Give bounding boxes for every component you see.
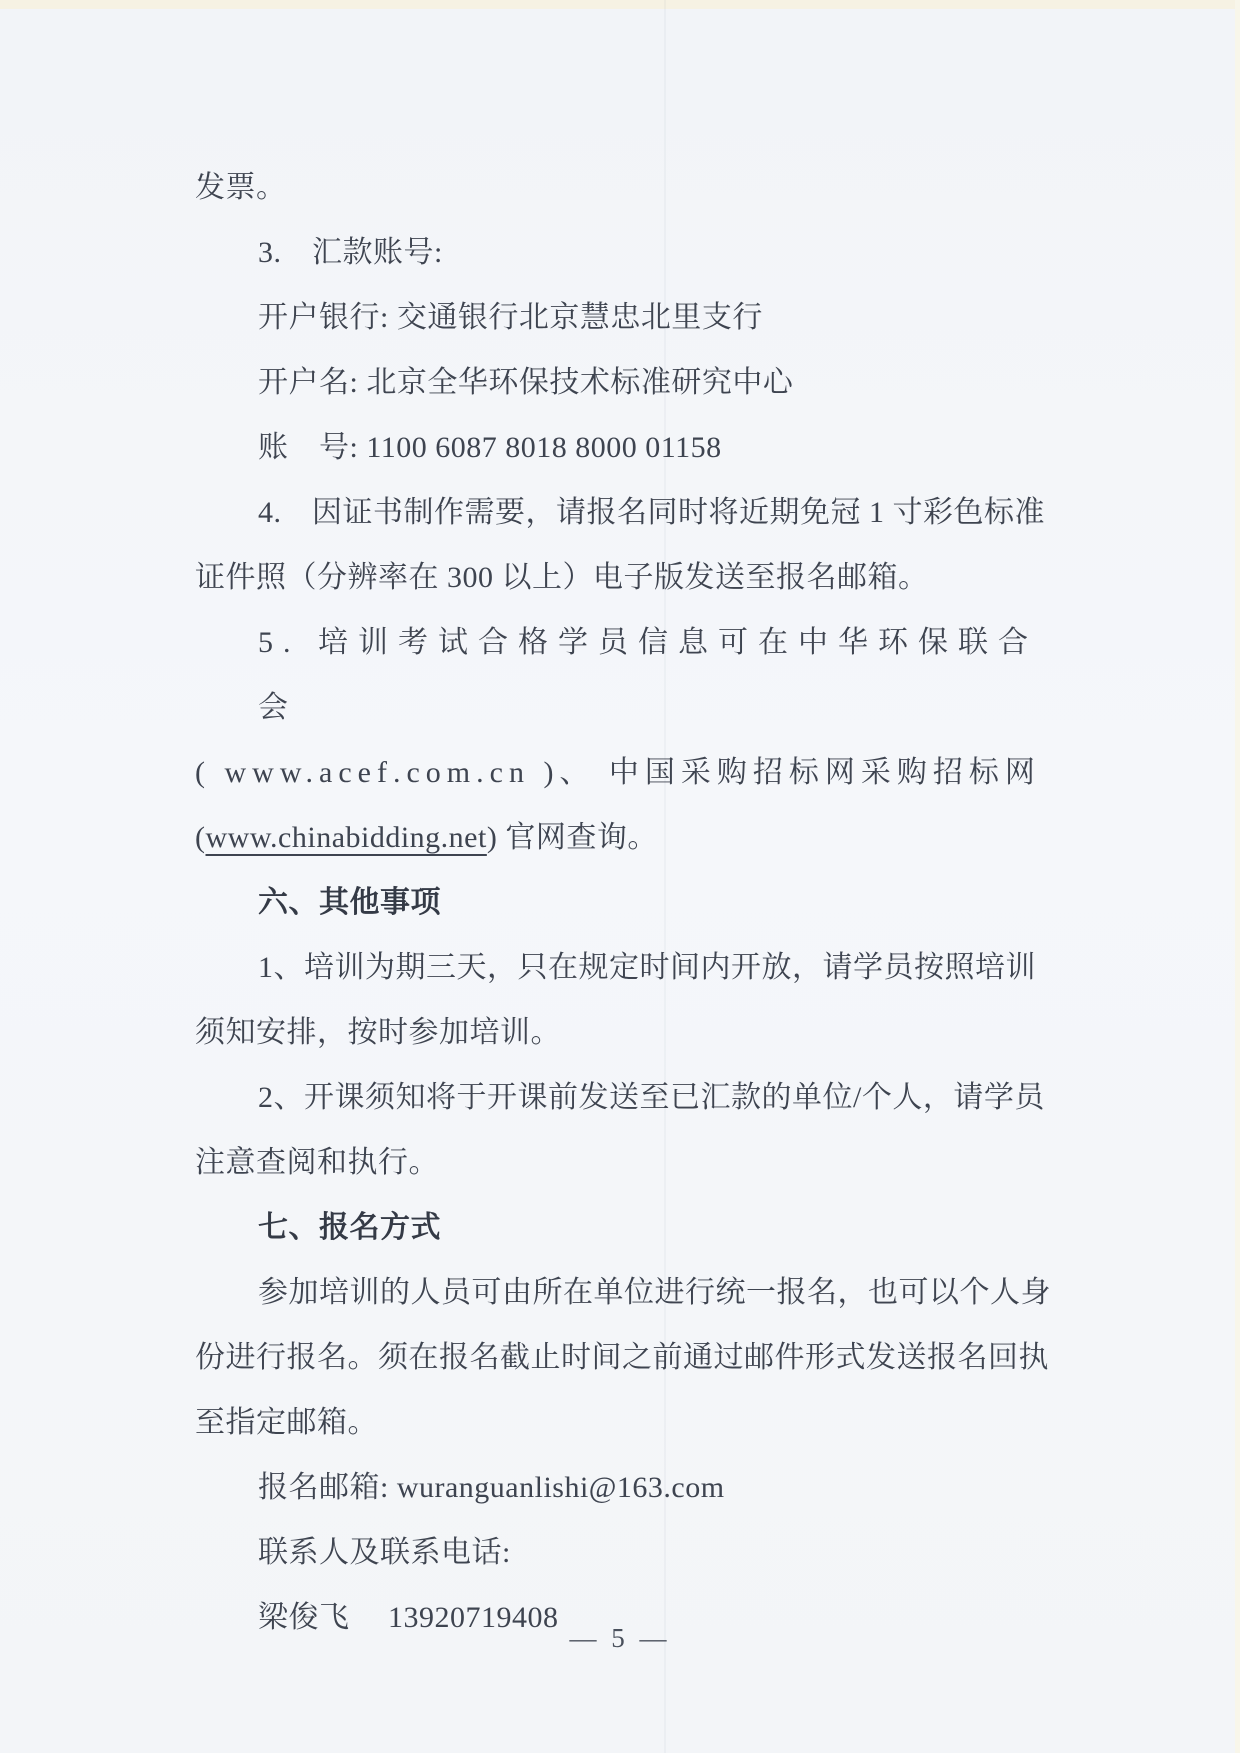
registration-email-line: 报名邮箱: wuranguanlishi@163.com	[258, 1471, 725, 1504]
contact-label-line: 联系人及联系电话:	[258, 1536, 511, 1569]
chinabidding-url-text: www.chinabidding.net	[205, 821, 487, 854]
document-body	[195, 155, 1053, 1650]
scan-edge-right	[1235, 0, 1240, 1753]
item-remittance-account-heading: 3. 汇款账号:	[258, 236, 443, 269]
scan-edge-top	[0, 0, 1240, 9]
section-heading-registration-method: 七、报名方式	[258, 1211, 441, 1244]
training-duration-continuation: 须知安排，按时参加培训。	[195, 1016, 561, 1049]
account-number-line: 账 号: 1100 6087 8018 8000 01158	[258, 431, 722, 464]
bank-name-line: 开户银行: 交通银行北京慧忠北里支行	[258, 301, 763, 334]
query-website-chinabidding-line	[195, 805, 1053, 870]
query-websites-line: ( www.acef.com.cn )、 中国采购招标网采购招标网	[195, 756, 1041, 789]
account-holder-name-line: 开户名: 北京全华环保技术标准研究中心	[258, 366, 794, 399]
item-training-duration: 1、培训为期三天，只在规定时间内开放，请学员按照培训	[258, 951, 1036, 984]
query-suffix-text: ) 官网查询。	[486, 821, 658, 854]
registration-paragraph-line-3: 至指定邮箱。	[195, 1406, 378, 1439]
section-heading-other-matters: 六、其他事项	[258, 886, 441, 919]
contact-person-phone-line: 梁俊飞 13920719408	[258, 1601, 559, 1634]
course-notice-continuation: 注意查阅和执行。	[195, 1146, 439, 1179]
paren-open-text: (	[195, 821, 206, 854]
registration-paragraph-line-2: 份进行报名。须在报名截止时间之前通过邮件形式发送报名回执	[195, 1341, 1049, 1374]
item-course-notice: 2、开课须知将于开课前发送至已汇款的单位/个人，请学员	[258, 1081, 1045, 1114]
paragraph-end-invoice: 发票。	[195, 171, 287, 204]
page-number: — 5 —	[569, 1623, 671, 1653]
registration-paragraph-line-1: 参加培训的人员可由所在单位进行统一报名，也可以个人身	[258, 1276, 1051, 1309]
item-training-result-query: 5. 培训考试合格学员信息可在中华环保联合会	[258, 626, 1038, 724]
item-photo-requirement: 4. 因证书制作需要，请报名同时将近期免冠 1 寸彩色标准	[258, 496, 1045, 529]
photo-requirement-continuation: 证件照（分辨率在 300 以上）电子版发送至报名邮箱。	[195, 561, 929, 594]
